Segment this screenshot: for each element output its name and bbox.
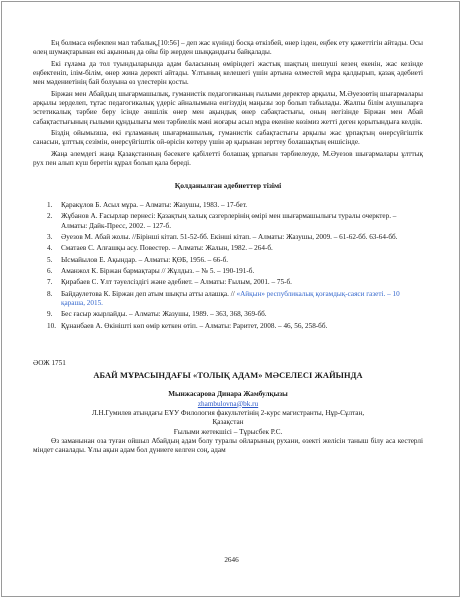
reference-item	[33, 290, 423, 309]
reference-text: Бес ғасыр жырлайды. – Алматы: Жазушы, 1989. – 363, 368, 369-бб.	[61, 310, 267, 319]
page-number: 2646	[224, 556, 239, 564]
reference-number: 7.	[47, 278, 53, 287]
reference-number: 8.	[47, 289, 53, 298]
reference-item	[33, 322, 423, 331]
reference-number: 4.	[47, 244, 53, 253]
references-list	[33, 201, 423, 331]
body-paragraph: Екі ғұлама да тол туындыларында адам баласының өміріндегі жастық шақтың шешуші кезең екенін, жас кезінде еңбектеніп, ілім-білім, өнер жина деректі айтады. Ұлтының келешегі үшін артына өлместей мұра қалдырып, қазақ әдебиеті мен мәдениетінің бай болуына өз үлестерін қосты.	[33, 59, 423, 87]
supervisor: Ғылыми жетекшісі – Тұрысбек Р.С.	[173, 427, 283, 436]
reference-link[interactable]: «Айқын» республикалық қоғамдық-саяси газеті. – 10 қараша, 2015.	[61, 289, 400, 307]
affiliation: Л.Н.Гумилев атындағы ЕҰУ Филология факультетінің 2-курс магистранты, Нұр-Сұлтан,	[91, 408, 365, 417]
author-email-link[interactable]: zhambulovna@bk.ru	[197, 399, 259, 408]
body-paragraph: Ең болмаса еңбекпен мал табалық,[10:56] – деп жас күнінді босқа өткізбей, өнер ізден, еңбек ету қажеттігін айтады. Осы өлең шумақтарынан екі ақынның да ойы бір жерден шыққандығы байқалады.	[33, 39, 423, 57]
reference-text: Ысмайылов Е. Ақындар. – Алматы: ҚӨБ, 1956. – 66-б.	[61, 255, 229, 264]
references-heading: Қолданылған әдебиеттер тізімі	[174, 181, 282, 191]
reference-text: Аманжол К. Біржан бармақтары // Жұлдыз. – № 5. – 190-191-б.	[61, 266, 255, 275]
reference-text: Жұбанов А. Ғасырлар пернесі: Қазақтың халық сазгерлерінің өмірі мен шығармашылығы туралы очерктер. – Алматы: Дайк-Пресс, 2002. – 127-б.	[61, 212, 397, 230]
reference-text: Сматаев С. Алғашқы асу. Повестер. – Алматы: Жалын, 1982. – 264-б.	[61, 244, 273, 253]
reference-item	[33, 310, 423, 319]
article-title: АБАЙ МҰРАСЫНДАҒЫ «ТОЛЫҚ АДАМ» МӘСЕЛЕСІ ЖАЙЫНДА	[93, 371, 363, 381]
reference-text: Құнанбаев А. Өкінішті көп өмір кеткен өтіп. – Алматы: Раритет, 2008. – 46, 56, 258-бб.	[61, 321, 328, 330]
reference-item	[33, 256, 423, 265]
reference-number: 3.	[47, 232, 53, 241]
reference-item	[33, 278, 423, 287]
country: Қазақстан	[212, 418, 244, 427]
email-line	[33, 400, 423, 409]
reference-text: Қирабаев С. Ұлт тәуелсіздігі және әдебиет. – Алматы: Ғылым, 2001. – 75-б.	[61, 278, 292, 287]
page-content	[33, 39, 423, 456]
article-opening-paragraph: Өз заманынан оза туған ойшыл Абайдың адам болу туралы ойларының рухани, өзекті желісін таныш білу аса кестерлі міндет саналады. Ұлы ақын адам бол дүниеге келген соң, адам	[33, 437, 423, 455]
reference-number: 6.	[47, 266, 53, 275]
body-paragraph: Біздің ойымызша, екі ғұламаның шығармашылық, гуманистік сабақтастығы арқылы жас ұрпақтың өнерсүйгіштік санасын, ұлттық сезімін, өнерсүйгіштік ой-өрісін көтеру үшін әр қырынан зерттеу болашақтың еншісінде.	[33, 129, 423, 147]
author-name: Мынжасарова Динара Жамбулқызы	[168, 390, 288, 399]
reference-item	[33, 201, 423, 210]
reference-text: Байдаулетова К. Біржан деп атым шықты атты алашқа. //	[61, 289, 235, 298]
reference-number: 9.	[47, 310, 53, 319]
body-paragraph: Жаңа әлемдегі жаңа Қазақстанның бәсекеге қабілетті болашақ ұрпағын тәрбиелеуде, М.Әуезов шығармалары ұлттық рух пен алып күш беретін құрал болып қала береді.	[33, 149, 423, 168]
body-paragraph: Біржан мен Абайдың шығармашылық, гуманистік педагогиканың ғылыми деректер арқылы, М.Әуезовтің шығармалары арқылы зерделеп, тұтас педагогикалық үдеріс айналымына енгізудің маңызы зор болып табылады. Жалпы білім алушыларға эстетикалық тәрбие беру ісінде әншілік өнер мен ақындық өнер сабақтастығы, оның негізінде Біржан мен Абай сабақтастығының ғылыми құндылығы мен тәрбиелік мәні жоғары асыл мұра екеніне көзімиз жетті деген қорытындыға келдік.	[33, 89, 423, 126]
reference-number: 5.	[47, 255, 53, 264]
reference-item	[33, 233, 423, 242]
reference-item	[33, 212, 423, 231]
reference-item	[33, 267, 423, 276]
reference-item	[33, 244, 423, 253]
reference-text: Қаракұлов Б. Асыл мұра. – Алматы: Жазушы, 1983. – 17-бет.	[61, 200, 248, 209]
reference-text: Әуезов М. Абай жолы. //Бірінші кітап. 51-52-бб. Екінші кітап. – Алматы: Жазушы, 2009. – 61-62-бб. 63-64-бб.	[61, 232, 398, 241]
reference-number: 2.	[47, 212, 53, 221]
reference-number: 1.	[47, 200, 53, 209]
reference-number: 10.	[47, 321, 56, 330]
udc-code: ӘОЖ 1751	[33, 358, 66, 367]
